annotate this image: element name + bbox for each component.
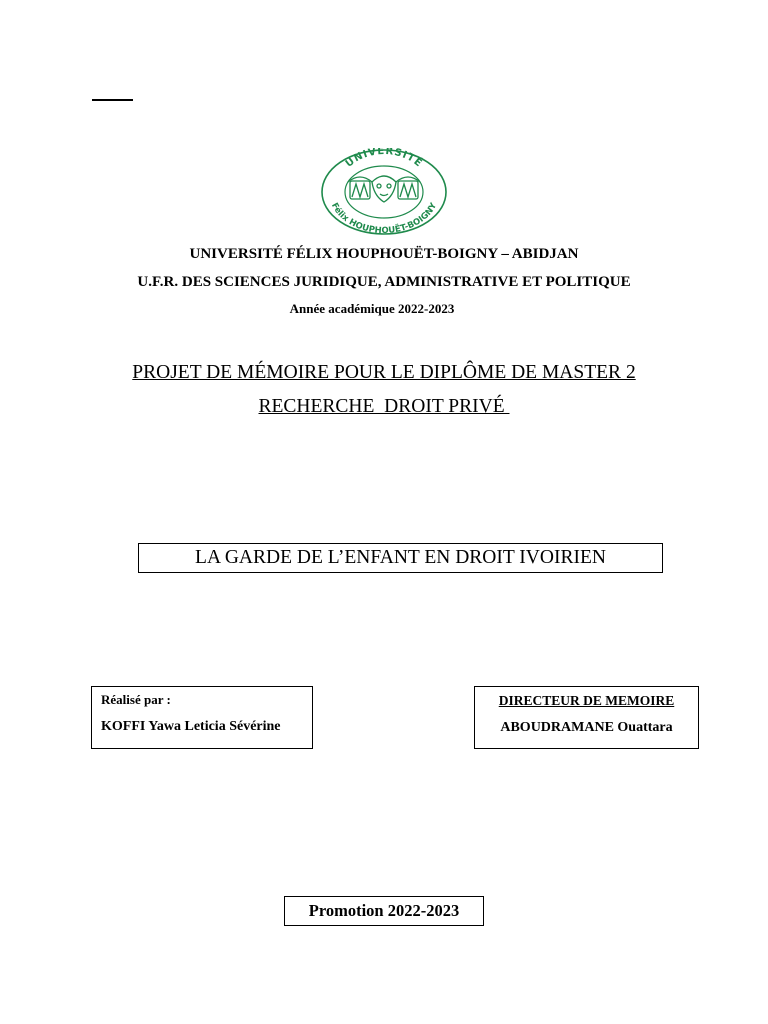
author-label: Réalisé par : [101, 692, 171, 707]
project-title-line2: RECHERCHE DROIT PRIVÉ [258, 396, 510, 417]
thesis-title-box [138, 543, 663, 573]
author-name: KOFFI Yawa Leticia Sévérine [101, 719, 281, 734]
director-name: ABOUDRAMANE Ouattara [500, 720, 673, 735]
promotion-box [284, 896, 484, 926]
top-rule [92, 99, 133, 101]
university-logo [320, 148, 448, 236]
university-name: UNIVERSITÉ FÉLIX HOUPHOUËT-BOIGNY – ABIDJAN [189, 246, 579, 262]
ufr-name: U.F.R. DES SCIENCES JURIDIQUE, ADMINISTRATIVE ET POLITIQUE [137, 274, 631, 290]
university-seal-icon [320, 148, 448, 236]
promotion-text: Promotion 2022-2023 [308, 901, 460, 920]
logo-bottom-text: Félix HOUPHOUËT-BOIGNY [328, 201, 440, 236]
project-title-line1: PROJET DE MÉMOIRE POUR LE DIPLÔME DE MASTER 2 [132, 362, 636, 383]
director-box [474, 686, 699, 749]
logo-top-text: UNIVERSITÉ [343, 148, 425, 170]
author-box [91, 686, 313, 749]
thesis-title: LA GARDE DE L’ENFANT EN DROIT IVOIRIEN [195, 547, 606, 568]
director-label: DIRECTEUR DE MEMOIRE [498, 693, 675, 708]
academic-year: Année académique 2022-2023 [289, 301, 455, 316]
